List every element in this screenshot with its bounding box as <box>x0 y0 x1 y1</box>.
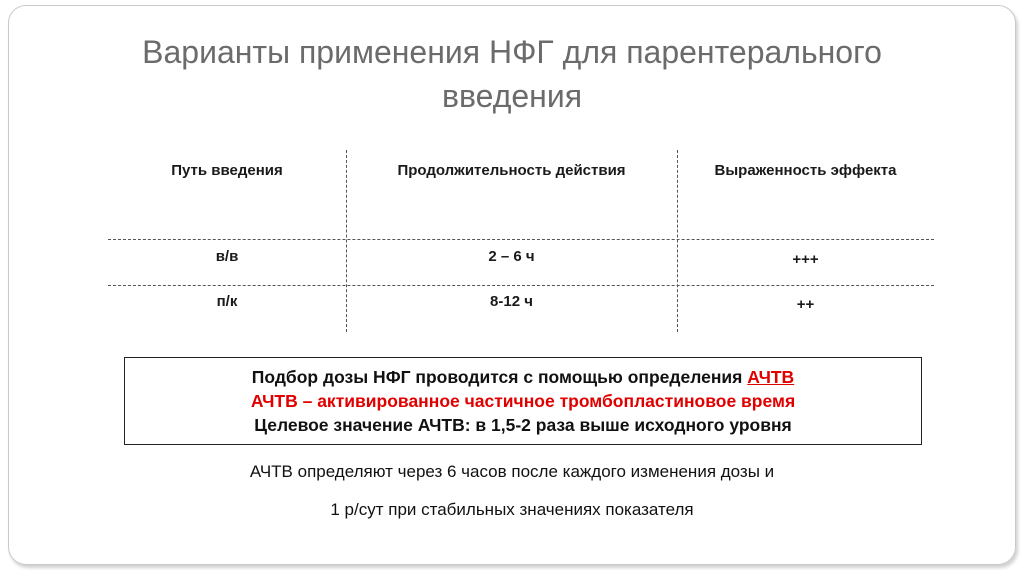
dosing-note-box <box>124 357 922 445</box>
row-divider <box>108 285 934 286</box>
header-route: Путь введения <box>171 162 283 179</box>
row-iv-route: в/в <box>215 248 239 265</box>
note-line-1: Подбор дозы НФГ проводится с помощью определения АЧТВ <box>251 367 795 387</box>
aptt-link[interactable]: АЧТВ <box>747 367 795 387</box>
row-iv-effect: +++ <box>792 251 819 268</box>
row-sc-effect: ++ <box>796 296 815 313</box>
header-effect: Выраженность эффекта <box>714 162 897 179</box>
row-sc-duration: 8-12 ч <box>490 293 533 310</box>
administration-table <box>108 150 934 332</box>
note-line-2: АЧТВ – активированное частичное тромбопластиновое время <box>250 391 796 411</box>
note-line-3: Целевое значение АЧТВ: в 1,5-2 раза выше исходного уровня <box>254 415 792 435</box>
footer-line-1: АЧТВ определяют через 6 часов после каждого изменения дозы и <box>249 462 775 481</box>
row-iv-duration: 2 – 6 ч <box>488 248 535 265</box>
header-duration: Продолжительность действия <box>397 162 626 179</box>
row-sc-route: п/к <box>216 293 238 310</box>
title-line-1: Варианты применения НФГ для парентерального <box>142 34 882 70</box>
row-divider <box>108 239 934 240</box>
footer-line-2: 1 р/сут при стабильных значениях показателя <box>330 500 694 519</box>
page-title <box>60 30 964 118</box>
title-line-2: введения <box>441 78 583 114</box>
